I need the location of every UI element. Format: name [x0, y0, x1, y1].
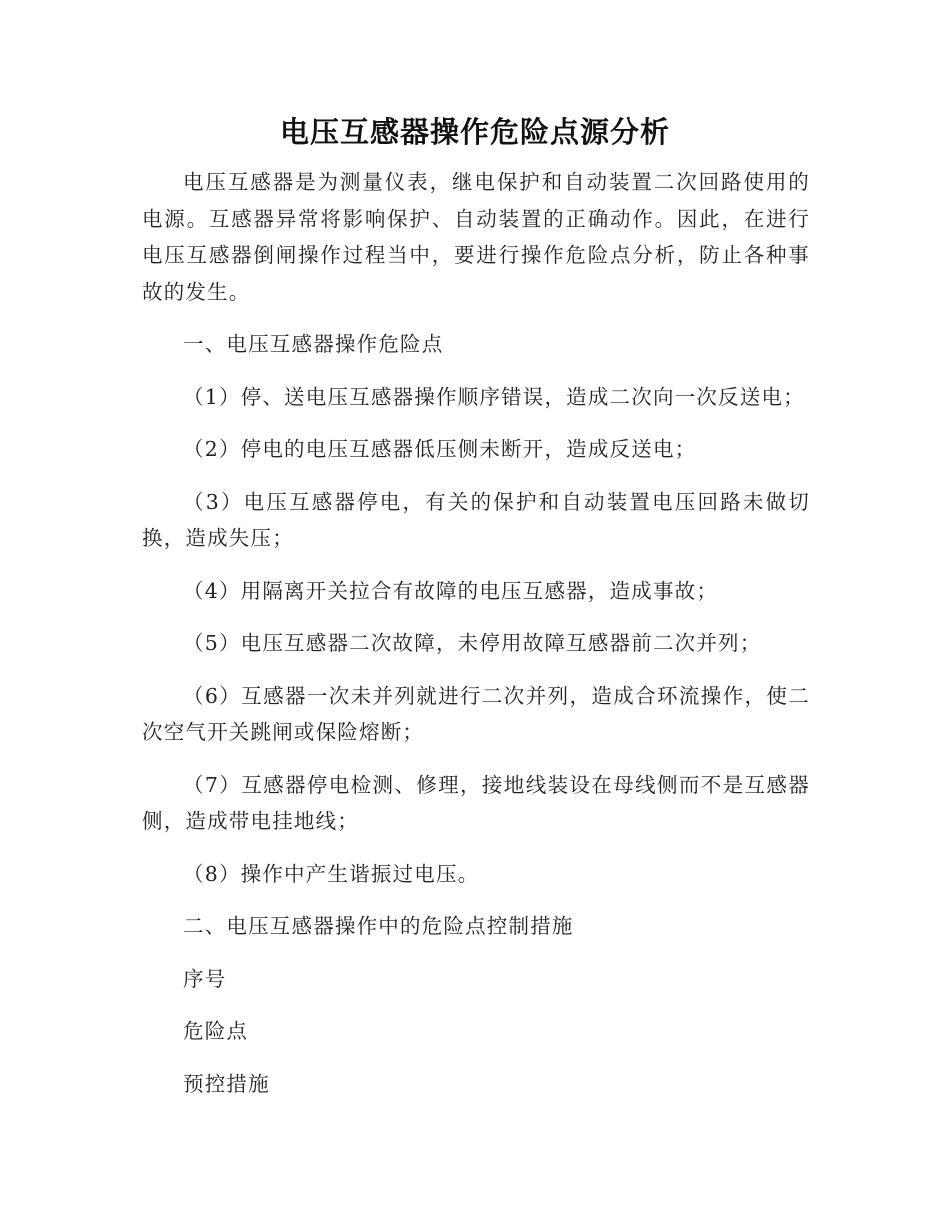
- hazard-item: （2）停电的电压互感器低压侧未断开，造成反送电；: [183, 437, 697, 461]
- hazard-item: （8）操作中产生谐振过电压。: [183, 861, 480, 886]
- section-2-heading: 二、电压互感器操作中的危险点控制措施: [183, 914, 574, 938]
- document-body: [142, 164, 810, 1118]
- intro-paragraph: 电压互感器是为测量仪表，继电保护和自动装置二次回路使用的电源。互感器异常将影响保护、自动装置的正确动作。因此，在进行电压互感器倒闸操作过程当中，要进行操作危险点分析，防止各种事故的发生。: [142, 170, 810, 304]
- hazard-item: （3）电压互感器停电，有关的保护和自动装置电压回路未做切换，造成失压；: [142, 489, 810, 550]
- section-1-heading: 一、电压互感器操作危险点: [183, 332, 444, 356]
- hazard-item: （7）互感器停电检测、修理，接地线装设在母线侧而不是互感器侧，造成带电挂地线；: [142, 772, 810, 833]
- table-header-measures: 预控措施: [183, 1071, 270, 1096]
- hazard-item: （1）停、送电压互感器操作顺序错误，造成二次向一次反送电；: [183, 384, 805, 409]
- document-title: 电压互感器操作危险点源分析: [279, 115, 670, 149]
- hazard-item: （4）用隔离开关拉合有故障的电压互感器，造成事故；: [183, 578, 719, 603]
- hazard-item: （5）电压互感器二次故障，未停用故障互感器前二次并列；: [183, 631, 762, 655]
- table-header-hazard: 危险点: [183, 1019, 249, 1043]
- hazard-item: （6）互感器一次未并列就进行二次并列，造成合环流操作，使二次空气开关跳闸或保险熔断；: [142, 683, 810, 744]
- table-header-index: 序号: [183, 966, 227, 991]
